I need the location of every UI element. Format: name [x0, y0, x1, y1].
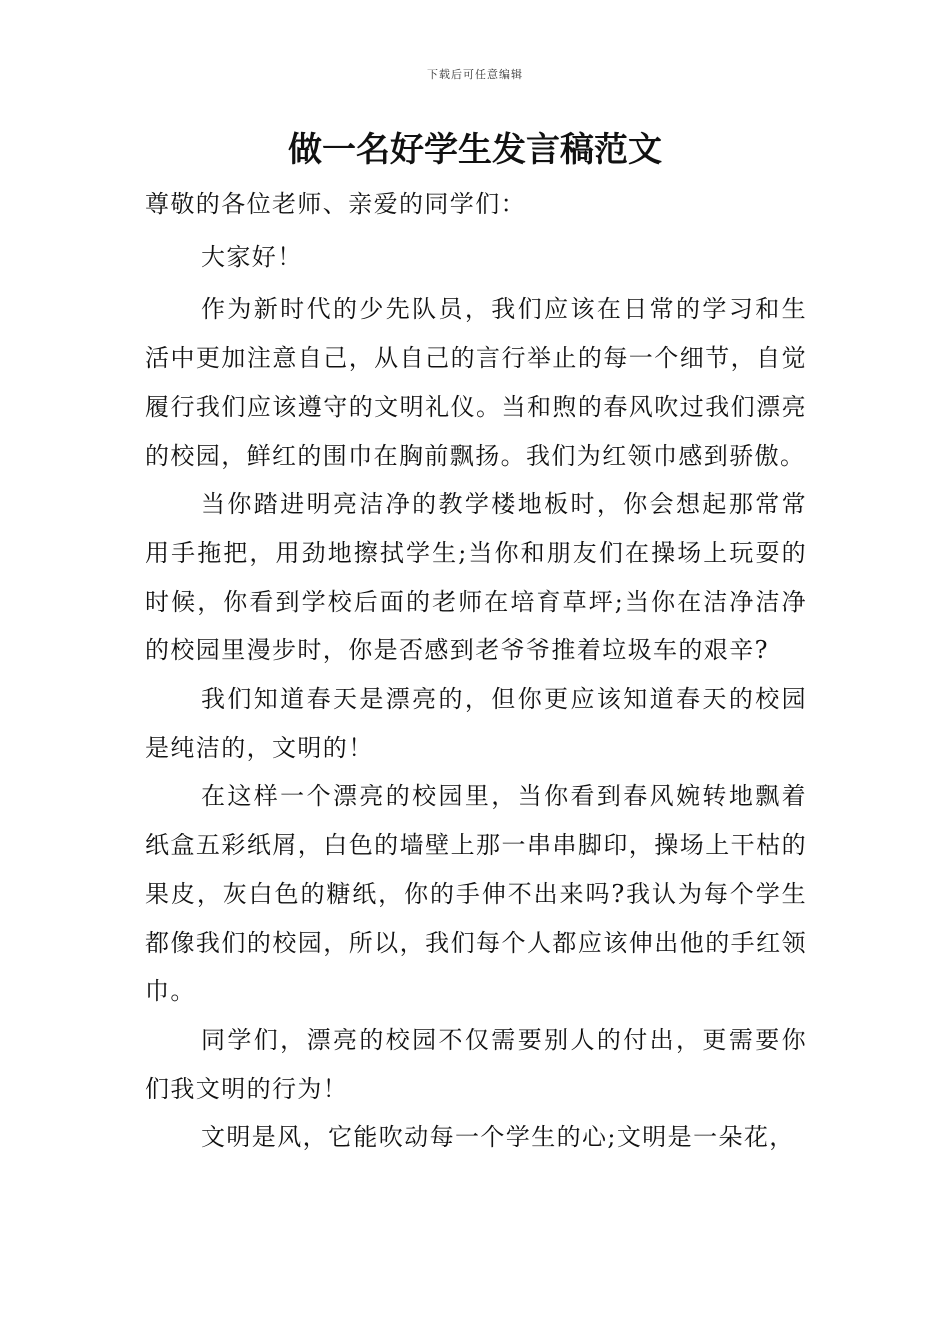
paragraph: 作为新时代的少先队员，我们应该在日常的学习和生活中更加注意自己，从自己的言行举止的每一个细节，自觉履行我们应该遵守的文明礼仪。当和煦的春风吹过我们漂亮的校园，鲜红的围巾在胸前飘扬。我们为红领巾感到骄傲。	[145, 295, 807, 470]
paragraph: 同学们，漂亮的校园不仅需要别人的付出，更需要你们我文明的行为！	[145, 1025, 807, 1103]
paragraph: 在这样一个漂亮的校园里，当你看到春风婉转地飘着纸盒五彩纸屑，白色的墙壁上那一串串脚印，操场上干枯的果皮，灰白色的糖纸，你的手伸不出来吗?我认为每个学生都像我们的校园，所以，我们每个人都应该伸出他的手红领巾。	[145, 782, 807, 1006]
paragraph-greeting: 大家好！	[201, 242, 303, 271]
paragraph: 我们知道春天是漂亮的，但你更应该知道春天的校园是纯洁的，文明的！	[145, 685, 807, 762]
document-title: 做一名好学生发言稿范文	[288, 130, 662, 170]
document-body	[145, 180, 807, 1162]
salutation: 尊敬的各位老师、亲爱的同学们：	[145, 190, 526, 218]
paragraph: 文明是风，它能吹动每一个学生的心;文明是一朵花，	[201, 1123, 795, 1152]
header-note: 下载后可任意编辑	[427, 68, 523, 81]
paragraph: 当你踏进明亮洁净的教学楼地板时，你会想起那常常用手拖把，用劲地擦拭学生;当你和朋友们在操场上玩耍的时候，你看到学校后面的老师在培育草坪;当你在洁净洁净的校园里漫步时，你是否感到老爷爷推着垃圾车的艰辛?	[145, 490, 807, 665]
